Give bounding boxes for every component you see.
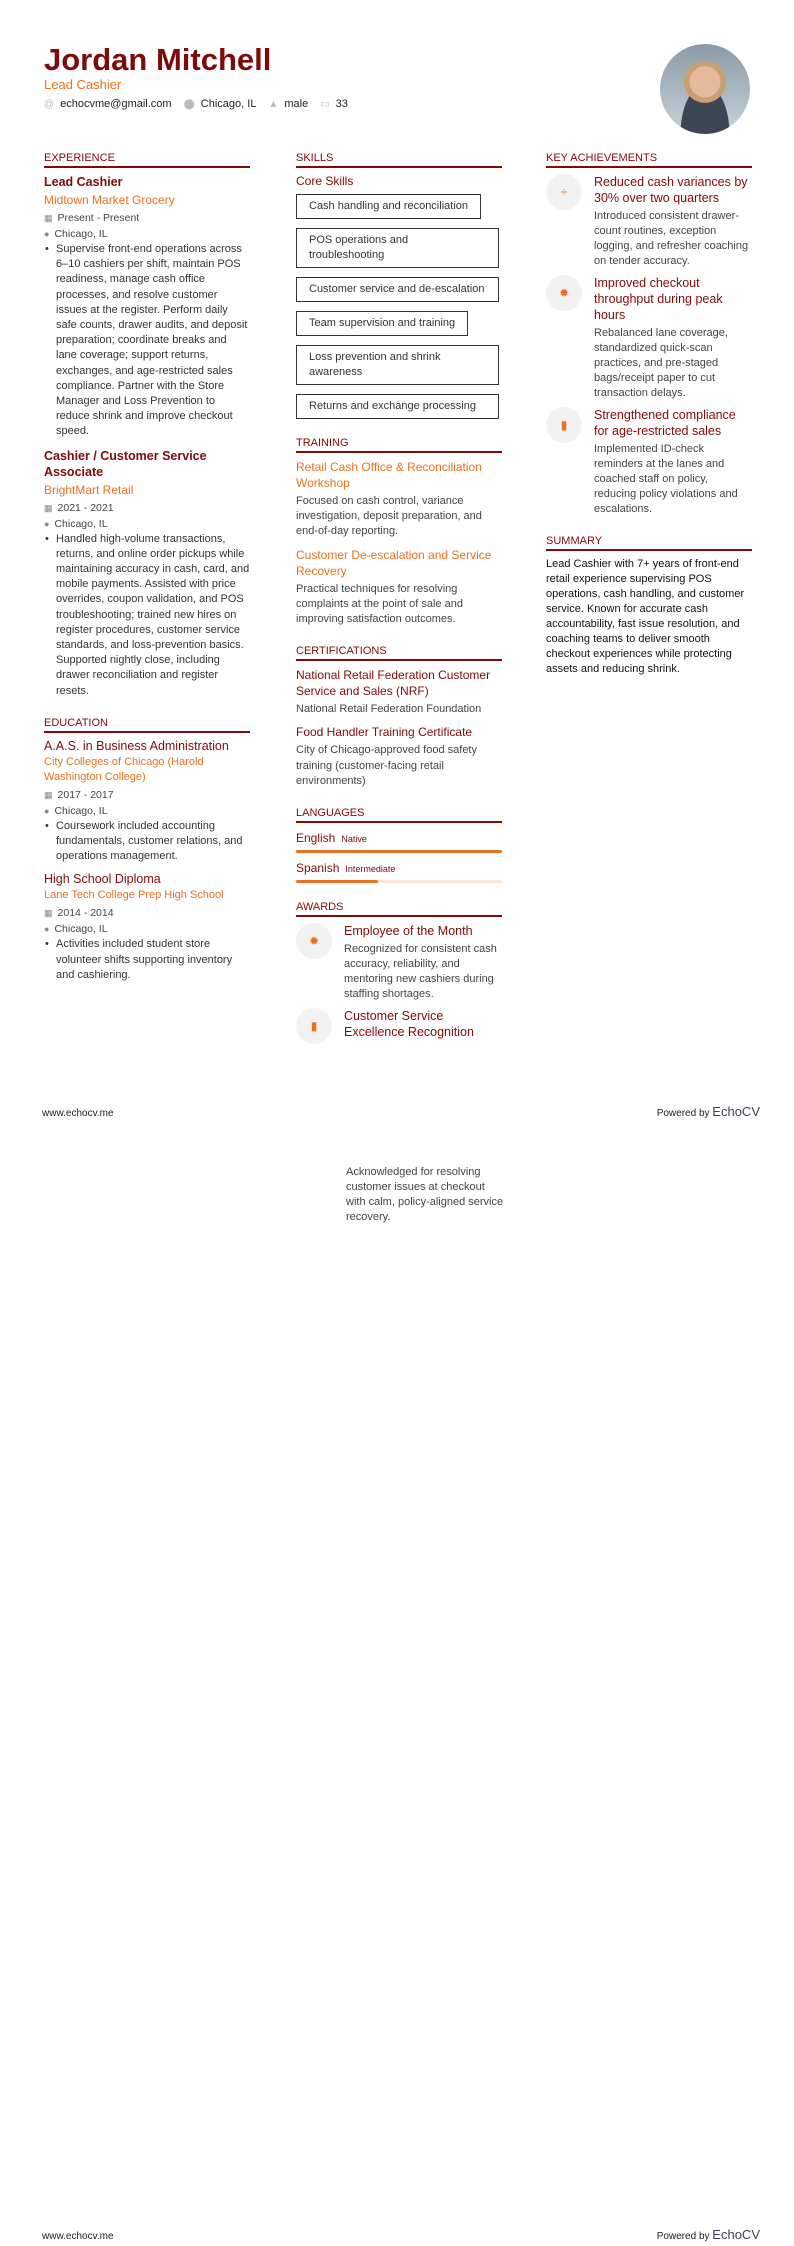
powered-by-text: Powered by	[656, 2231, 710, 2242]
achievement-title: Reduced cash variances by 30% over two quarters	[594, 175, 748, 205]
section-heading: TRAINING	[296, 437, 502, 453]
achievement-desc: Implemented ID-check reminders at the lanes and coached staff on policy, reducing policy violations and escalations.	[594, 443, 738, 515]
document-icon: ▮	[296, 1008, 332, 1044]
page-footer	[42, 1104, 760, 1119]
candidate-name: Jordan Mitchell	[44, 42, 272, 77]
certifications-section	[296, 645, 502, 789]
job-dates	[44, 500, 250, 516]
location-text: Chicago, IL	[54, 923, 108, 936]
job-role: Lead Cashier	[44, 175, 123, 189]
page-footer	[42, 2227, 760, 2242]
experience-section	[44, 152, 250, 699]
powered-by-text: Powered by	[656, 1108, 710, 1119]
achievement-title: Strengthened compliance for age-restricted sales	[594, 408, 736, 438]
achievement-desc: Introduced consistent drawer-count routines, exception logging, and refresher coaching on tender accuracy.	[594, 210, 749, 267]
experience-item	[44, 448, 250, 699]
age: 33	[335, 98, 348, 110]
summary-text: Lead Cashier with 7+ years of front-end retail experience supervising POS operations, cash handling, and customer service. Known for accurate cash accountability, fast issue resolution, and coaching teams to deliver smooth checkout experiences while protecting assets and reducing shrink.	[546, 558, 745, 675]
award-desc: Recognized for consistent cash accuracy, reliability, and mentoring new cashiers during staffing shortages.	[344, 943, 497, 1001]
experience-item	[44, 174, 250, 440]
footer-site-link[interactable]: www.echocv.me	[42, 1108, 114, 1119]
edu-dates	[44, 787, 250, 803]
award-item	[296, 1008, 502, 1044]
education-item	[44, 739, 250, 865]
footer-site-link[interactable]: www.echocv.me	[42, 2231, 114, 2242]
section-heading: SKILLS	[296, 152, 502, 168]
training-title: Customer De-escalation and Service Recovery	[296, 547, 492, 578]
language-item	[296, 859, 502, 883]
job-company: BrightMart Retail	[44, 482, 134, 497]
degree: High School Diploma	[44, 872, 161, 887]
contact-info	[44, 98, 348, 110]
proficiency-bar	[296, 850, 502, 853]
job-bullet: • Handled high-volume transactions, returns, and online order pickups while maintaining accuracy in cash, card, and mobile payments. Assisted with price overrides, coupon validation, and POS troubleshooting; trained new hires on register procedures, customer service standards, and loss-prevention basics. Supported nightly close, including drawer reconciliation and register resets.	[44, 532, 250, 699]
language-level: Intermediate	[345, 864, 396, 875]
calendar-icon: ▦	[44, 908, 53, 919]
achievement-item	[546, 275, 752, 401]
section-heading: AWARDS	[296, 901, 502, 917]
achievements-section	[546, 152, 752, 517]
gear-icon: ✹	[546, 275, 582, 311]
section-heading: LANGUAGES	[296, 807, 502, 823]
edu-location	[44, 803, 250, 819]
brand-name[interactable]: EchoCV	[712, 2227, 760, 2242]
gear-icon: ✹	[296, 923, 332, 959]
education-section	[44, 717, 250, 983]
awards-section	[296, 901, 502, 1044]
award-item	[296, 923, 502, 1002]
language-level: Native	[341, 834, 367, 845]
skill-tag: Customer service and de-escalation	[296, 277, 499, 302]
section-heading: EXPERIENCE	[44, 152, 250, 168]
award-title: Customer Service Excellence Recognition	[344, 1009, 474, 1040]
degree: A.A.S. in Business Administration	[44, 738, 229, 753]
summary-section	[546, 535, 752, 677]
award-title: Employee of the Month	[344, 924, 473, 939]
skills-section	[296, 152, 502, 419]
brand-name[interactable]: EchoCV	[712, 1104, 760, 1119]
achievement-item	[546, 407, 752, 517]
edu-bullet: • Coursework included accounting fundamentals, customer relations, and operations management.	[44, 819, 250, 865]
training-title: Retail Cash Office & Reconciliation Workshop	[296, 460, 482, 490]
location-icon: ●	[44, 924, 50, 935]
location-icon: ⬤	[183, 99, 195, 110]
section-heading: CERTIFICATIONS	[296, 645, 502, 661]
candidate-title: Lead Cashier	[44, 77, 122, 92]
location: Chicago, IL	[200, 98, 257, 110]
language-name: Spanish	[296, 861, 340, 876]
location-text: Chicago, IL	[54, 804, 108, 817]
training-section	[296, 437, 502, 627]
skill-tag: Cash handling and reconciliation	[296, 194, 481, 219]
language-name: English	[296, 831, 336, 846]
proficiency-fill	[296, 850, 502, 853]
section-heading: KEY ACHIEVEMENTS	[546, 152, 752, 168]
person-icon: ▲	[268, 99, 279, 110]
achievement-item	[546, 174, 752, 269]
calendar-icon: ▭	[320, 99, 330, 110]
school: City Colleges of Chicago (Harold Washington College)	[44, 755, 204, 783]
cert-title: Food Handler Training Certificate	[296, 725, 473, 740]
avatar	[660, 44, 750, 134]
location-text: Chicago, IL	[54, 228, 108, 240]
job-company: Midtown Market Grocery	[44, 193, 175, 207]
achievement-title: Improved checkout throughput during peak hours	[594, 276, 723, 322]
languages-section	[296, 807, 502, 883]
job-location	[44, 226, 250, 242]
proficiency-fill	[296, 880, 378, 883]
section-heading: EDUCATION	[44, 717, 250, 733]
calendar-icon: ▦	[44, 213, 53, 223]
job-role: Cashier / Customer Service Associate	[44, 448, 207, 479]
at-icon: @	[44, 99, 55, 110]
divide-icon: ÷	[546, 174, 582, 210]
skill-tag: Returns and exchange processing	[296, 394, 499, 419]
job-bullet: • Supervise front-end operations across 6–10 cashiers per shift, maintain POS readiness, manage cash office processes, and resolve customer issues at the register. Perform daily safe counts, drawer audits, and deposit preparation; coordinate breaks and lane coverage; support returns, exchanges, and age-restricted sales compliance. Partner with the Store Manager and Loss Prevention to reduce shrink and improve checkout speed.	[44, 242, 250, 440]
job-dates	[44, 210, 250, 226]
edu-dates	[44, 905, 250, 921]
powered-by	[657, 2227, 760, 2242]
dates-text: 2014 - 2014	[57, 907, 114, 920]
section-heading: SUMMARY	[546, 535, 752, 551]
training-desc: Focused on cash control, variance investigation, deposit preparation, and end-of-day reporting.	[296, 495, 482, 538]
calendar-icon: ▦	[44, 502, 53, 513]
edu-bullet: • Activities included student store volunteer shifts supporting inventory and cashiering.	[44, 937, 250, 983]
calendar-icon: ▦	[44, 789, 53, 800]
location-text: Chicago, IL	[54, 517, 108, 530]
training-desc: Practical techniques for resolving complaints at the point of sale and improving satisfaction outcomes.	[296, 582, 463, 626]
middle-column	[296, 152, 502, 1062]
award-desc-continued: Acknowledged for resolving customer issues at checkout with calm, policy-aligned service recovery.	[346, 1166, 504, 1223]
resume-page-2	[0, 1123, 794, 2246]
skill-tag: POS operations and troubleshooting	[296, 228, 499, 268]
achievement-desc: Rebalanced lane coverage, standardized quick-scan practices, and pre-staged bags/receipt paper to cut transaction delays.	[594, 327, 728, 399]
school: Lane Tech College Prep High School	[44, 889, 224, 902]
right-column	[546, 152, 752, 695]
cert-title: National Retail Federation Customer Service and Sales (NRF)	[296, 668, 491, 699]
skill-tag: Team supervision and training	[296, 311, 468, 336]
location-icon: ●	[44, 229, 50, 239]
language-item	[296, 829, 502, 853]
cert-issuer: National Retail Federation Foundation	[296, 703, 482, 716]
gender: male	[284, 98, 309, 110]
education-item	[44, 872, 250, 983]
dates-text: 2021 - 2021	[57, 501, 114, 514]
edu-location	[44, 921, 250, 937]
email[interactable]: echocvme@gmail.com	[60, 98, 172, 110]
proficiency-bar	[296, 880, 502, 883]
powered-by	[657, 1104, 760, 1119]
dates-text: 2017 - 2017	[57, 788, 114, 801]
cert-desc: City of Chicago-approved food safety training (customer-facing retail environments)	[296, 744, 477, 787]
job-location	[44, 516, 250, 532]
location-icon: ●	[44, 805, 50, 816]
document-icon: ▮	[546, 407, 582, 443]
skill-group: Core Skills	[296, 174, 354, 188]
skill-tag: Loss prevention and shrink awareness	[296, 345, 499, 385]
dates-text: Present - Present	[57, 212, 140, 224]
left-column	[44, 152, 250, 1001]
location-icon: ●	[44, 518, 50, 529]
